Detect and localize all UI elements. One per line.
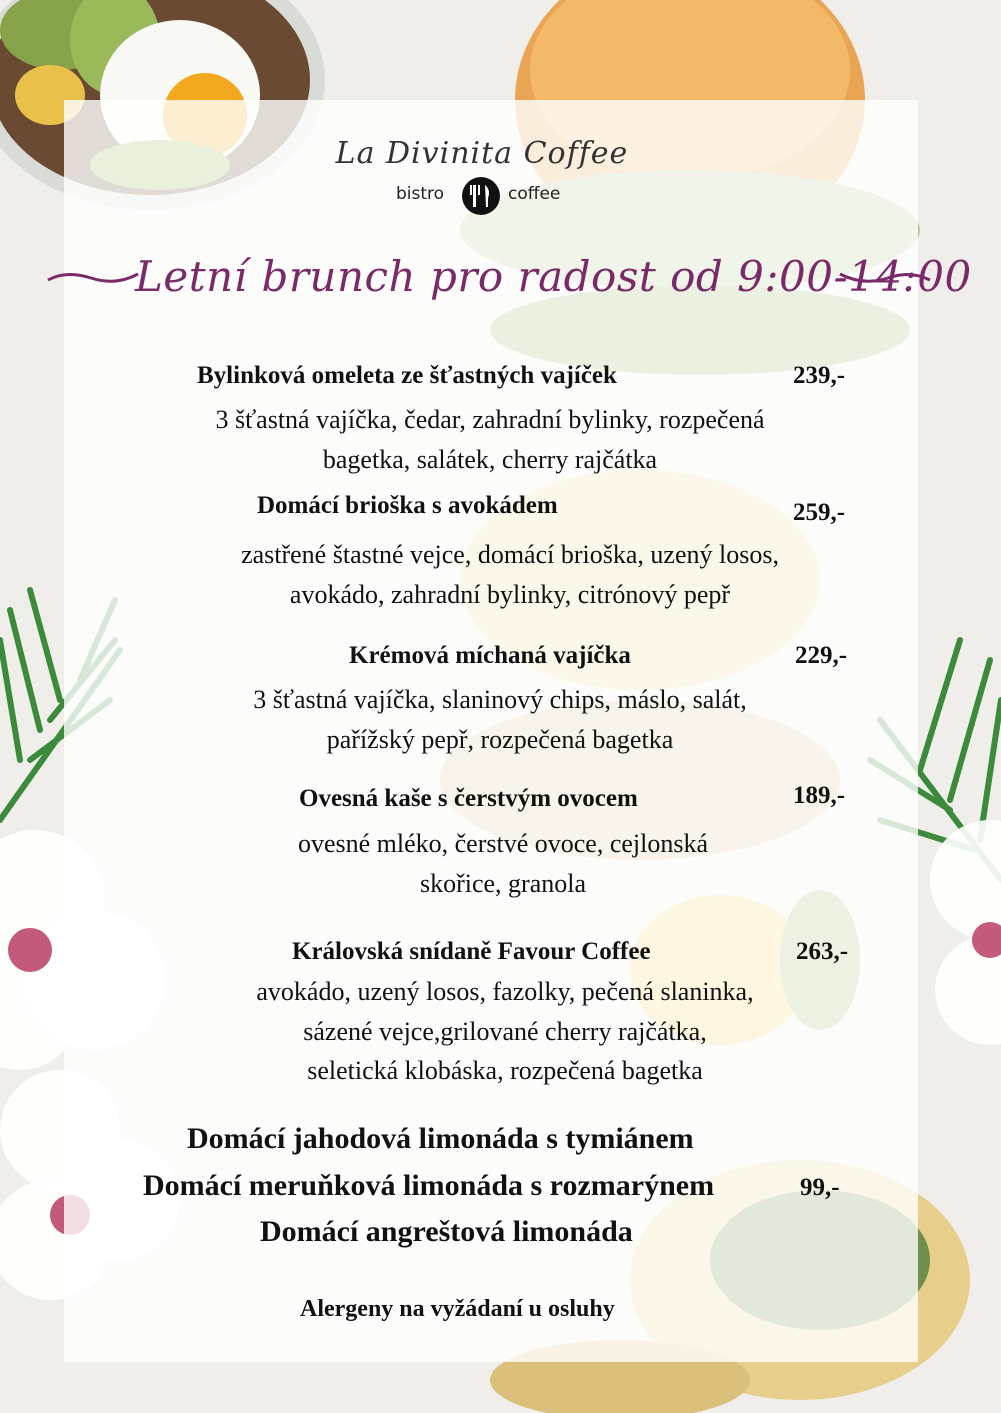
title-swash-left xyxy=(46,268,141,288)
fork-knife-icon xyxy=(461,176,501,216)
menu-item-name: Královská snídaně Favour Coffee xyxy=(292,938,651,965)
menu-item-price: 189,- xyxy=(793,782,846,809)
brand-name: La Divinita Coffee xyxy=(335,136,629,171)
menu-item-desc-line: seletická klobáska, rozpečená bagetka xyxy=(307,1056,703,1085)
menu-item-price: 239,- xyxy=(793,362,846,389)
lemonade-item: Domácí angreštová limonáda xyxy=(260,1215,633,1248)
menu-item-desc-line: 3 šťastná vajíčka, slaninový chips, máslo, salát, xyxy=(253,685,747,714)
brand-sub-left: bistro xyxy=(396,184,445,204)
brand-sub-right: coffee xyxy=(508,184,561,204)
menu-item-desc-line: avokádo, zahradní bylinky, citrónový pepř xyxy=(289,580,731,609)
menu-item-desc-line: skořice, granola xyxy=(419,869,587,898)
lemonade-item: Domácí meruňková limonáda s rozmarýnem xyxy=(143,1169,715,1202)
menu-item-price: 229,- xyxy=(795,642,848,669)
menu-item-price: 259,- xyxy=(793,499,846,526)
title-swash-right xyxy=(838,268,933,288)
flower-right xyxy=(930,820,1001,1045)
lemonade-price: 99,- xyxy=(800,1174,840,1201)
menu-item-name: Ovesná kaše s čerstvým ovocem xyxy=(299,785,638,812)
menu-item-name: Bylinková omeleta ze šťastných vajíček xyxy=(197,362,617,389)
menu-item-desc-line: ovesné mléko, čerstvé ovoce, cejlonská xyxy=(297,829,709,858)
lemonade-item: Domácí jahodová limonáda s tymiánem xyxy=(187,1122,694,1155)
menu-item-desc-line: zastřené štastné vejce, domácí brioška, uzený losos, xyxy=(241,540,779,569)
menu-item-desc-line: 3 šťastná vajíčka, čedar, zahradní bylinky, rozpečená xyxy=(215,405,765,434)
menu-item-name: Krémová míchaná vajíčka xyxy=(349,642,631,669)
menu-item-price: 263,- xyxy=(796,938,849,965)
menu-item-desc-line: avokádo, uzený losos, fazolky, pečená slaninka, xyxy=(256,977,754,1006)
allergen-note: Alergeny na vyžádaní u osluhy xyxy=(300,1296,615,1322)
menu-item-desc-line: sázené vejce,grilované cherry rajčátka, xyxy=(303,1017,707,1046)
page-title: Letní brunch pro radost od 9:00-14:00 xyxy=(135,252,972,301)
menu-item-desc-line: pařížský pepř, rozpečená bagetka xyxy=(326,725,674,754)
menu-item-name: Domácí brioška s avokádem xyxy=(257,492,558,519)
menu-item-desc-line: bagetka, salátek, cherry rajčátka xyxy=(322,445,658,474)
